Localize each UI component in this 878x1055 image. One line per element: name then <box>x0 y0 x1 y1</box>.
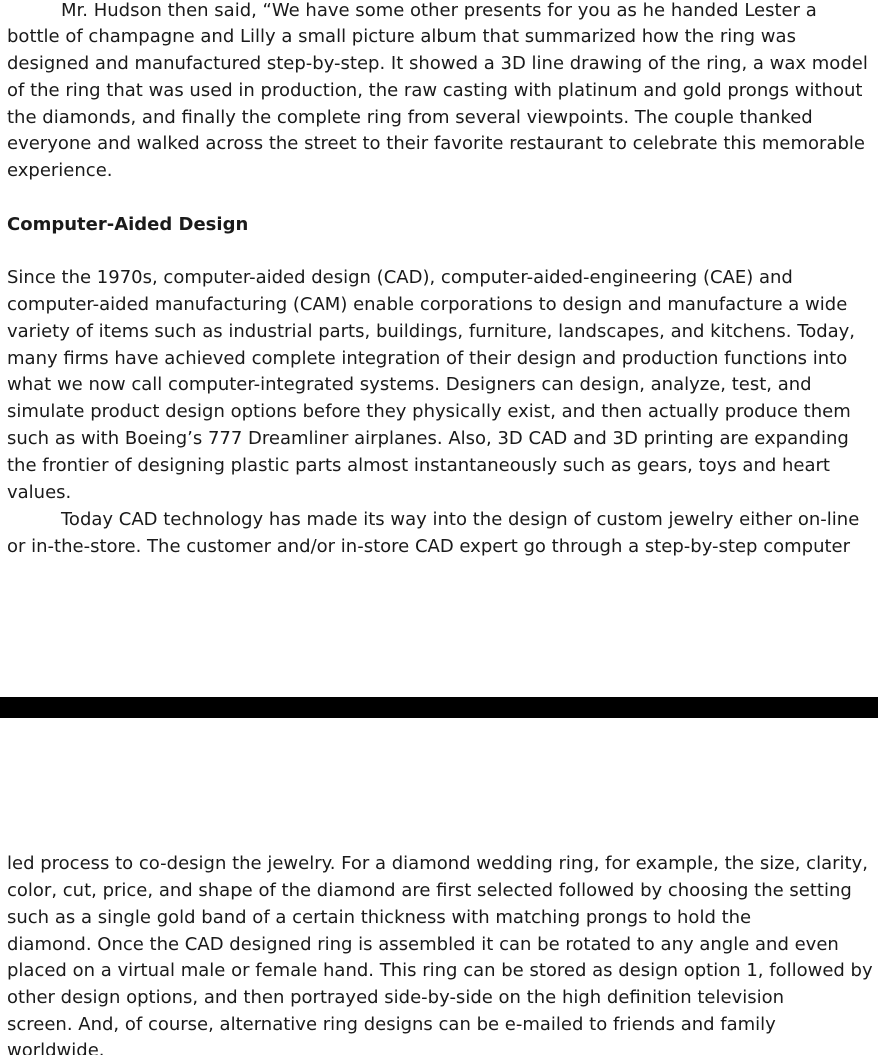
text-line: Since the 1970s, computer-aided design (CAD), computer-aided-engineering (CAE) and <box>7 267 793 288</box>
page-break-separator <box>0 697 878 718</box>
text-line: Today CAD technology has made its way into the design of custom jewelry either on-line <box>7 509 860 530</box>
text-line: simulate product design options before they physically exist, and then actually produce them <box>7 401 851 422</box>
text-line: the diamonds, and finally the complete ring from several viewpoints. The couple thanked <box>7 107 813 128</box>
text-line: variety of items such as industrial parts, buildings, furniture, landscapes, and kitchens. Today, <box>7 321 856 342</box>
text-line: color, cut, price, and shape of the diamond are first selected followed by choosing the setting <box>7 880 852 901</box>
text-line: the frontier of designing plastic parts almost instantaneously such as gears, toys and heart <box>7 455 830 476</box>
text-line: placed on a virtual male or female hand. This ring can be stored as design option 1, followed by <box>7 960 873 981</box>
text-line: of the ring that was used in production, the raw casting with platinum and gold prongs without <box>7 80 863 101</box>
text-line: Mr. Hudson then said, “We have some other presents for you as he handed Lester a <box>7 0 817 21</box>
text-line: worldwide. <box>7 1040 105 1055</box>
text-line: led process to co-design the jewelry. For a diamond wedding ring, for example, the size, clarity, <box>7 853 868 874</box>
text-line: everyone and walked across the street to their favorite restaurant to celebrate this memorable <box>7 133 865 154</box>
text-line: such as a single gold band of a certain thickness with matching prongs to hold the <box>7 907 752 928</box>
text-line: many firms have achieved complete integration of their design and production functions into <box>7 348 848 369</box>
section-heading: Computer-Aided Design <box>7 214 249 235</box>
text-line: computer-aided manufacturing (CAM) enable corporations to design and manufacture a wide <box>7 294 848 315</box>
text-line: other design options, and then portrayed side-by-side on the high definition television <box>7 987 785 1008</box>
document-page-2 <box>0 718 878 1055</box>
text-line: experience. <box>7 160 113 181</box>
text-line: diamond. Once the CAD designed ring is assembled it can be rotated to any angle and even <box>7 934 839 955</box>
text-line: such as with Boeing’s 777 Dreamliner airplanes. Also, 3D CAD and 3D printing are expanding <box>7 428 849 449</box>
text-line: or in-the-store. The customer and/or in-store CAD expert go through a step-by-step computer <box>7 536 851 557</box>
text-line: designed and manufactured step-by-step. It showed a 3D line drawing of the ring, a wax model <box>7 53 868 74</box>
text-line: what we now call computer-integrated systems. Designers can design, analyze, test, and <box>7 374 812 395</box>
text-line: values. <box>7 482 72 503</box>
text-line: screen. And, of course, alternative ring designs can be e-mailed to friends and family <box>7 1014 776 1035</box>
text-line: bottle of champagne and Lilly a small picture album that summarized how the ring was <box>7 26 796 47</box>
